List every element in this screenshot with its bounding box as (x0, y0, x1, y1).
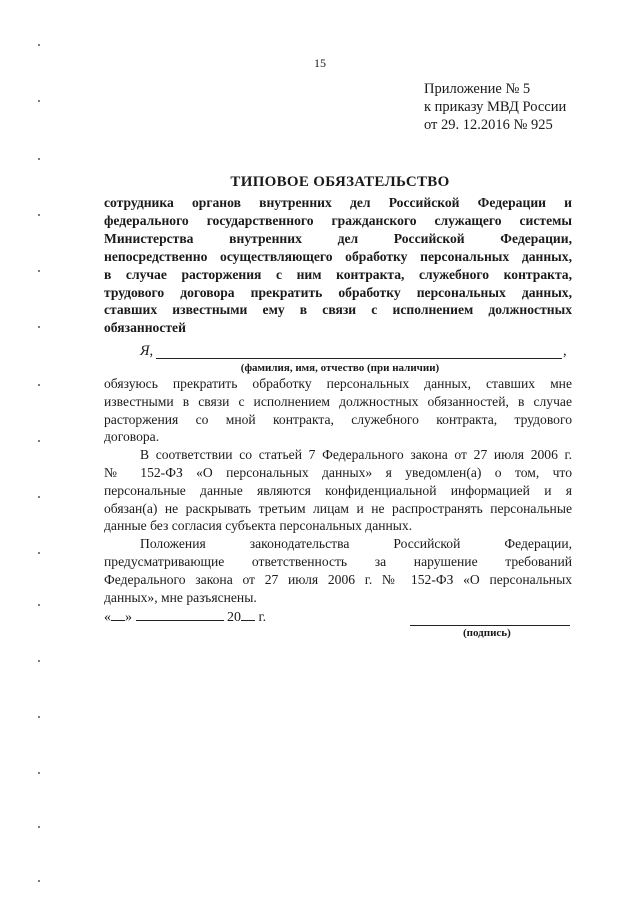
body-text (104, 375, 572, 606)
name-blank-line[interactable] (156, 358, 562, 359)
subtitle-line: обязанностей (104, 320, 186, 336)
name-field-comma: , (563, 343, 567, 359)
margin-dots (38, 0, 48, 905)
name-field-caption: (фамилия, имя, отчество (при наличии) (240, 362, 440, 374)
body-line: В соответствии со статьей 7 Федерального закона от 27 июля 2006 г. (140, 447, 572, 463)
document-title: ТИПОВОЕ ОБЯЗАТЕЛЬСТВО (230, 174, 450, 190)
body-line: № 152-ФЗ «О персональных данных» я уведомлен(а) о том, что (104, 464, 572, 480)
date-year-blank[interactable] (241, 620, 255, 621)
date-line (104, 610, 266, 626)
document-subtitle (104, 194, 572, 337)
body-line: Положения законодательства Российской Федерации, (140, 536, 572, 552)
date-quote-open: « (104, 610, 111, 625)
subtitle-line: федерального государственного гражданского служащего системы (104, 212, 572, 228)
signature-caption: (подпись) (463, 627, 511, 639)
subtitle-line: непосредственно осуществляющего обработку персональных данных, (104, 248, 572, 264)
body-line: Федерального закона от 27 июля 2006 г. № 152-ФЗ «О персональных (104, 571, 572, 587)
name-field-label: Я, (140, 343, 154, 359)
subtitle-line: ставших известными ему в связи с исполнением должностных (104, 302, 572, 318)
appendix-number: Приложение № 5 (424, 81, 531, 97)
signature-line[interactable] (410, 625, 570, 626)
date-year-suffix: г. (258, 610, 267, 625)
date-month-blank[interactable] (136, 620, 224, 621)
subtitle-line: трудового договора прекратить обработку персональных данных, (104, 284, 572, 300)
date-year-prefix: 20 (227, 610, 241, 625)
appendix-block (424, 80, 566, 134)
subtitle-line: сотрудника органов внутренних дел Российской Федерации и (104, 195, 572, 210)
page-number: 15 (314, 56, 326, 70)
body-line: данные без согласия субъекта персональных данных. (104, 518, 413, 534)
body-line: расторжения со мной контракта, служебного контракта, трудового (104, 411, 572, 427)
body-line: известными в связи с исполнением должностных обязанностей, в случае (104, 393, 572, 409)
date-quote-close: » (125, 610, 132, 625)
subtitle-line: в случае расторжения с ним контракта, служебного контракта, (104, 266, 572, 282)
body-line: обязуюсь прекратить обработку персональных данных, ставших мне (104, 376, 572, 391)
body-line: данных», мне разъяснены. (104, 589, 257, 605)
body-line: персональные данные являются конфиденциальной информацией и я (104, 482, 572, 498)
body-line: предусматривающие ответственность за нарушение требований (104, 553, 572, 569)
body-line: договора. (104, 429, 160, 445)
date-day-blank[interactable] (111, 620, 125, 621)
subtitle-line: Министерства внутренних дел Российской Федерации, (104, 230, 572, 246)
appendix-order: к приказу МВД России (424, 99, 567, 115)
appendix-date: от 29. 12.2016 № 925 (424, 117, 553, 133)
body-line: обязан(а) не раскрывать третьим лицам и не распространять персональные (104, 500, 572, 516)
